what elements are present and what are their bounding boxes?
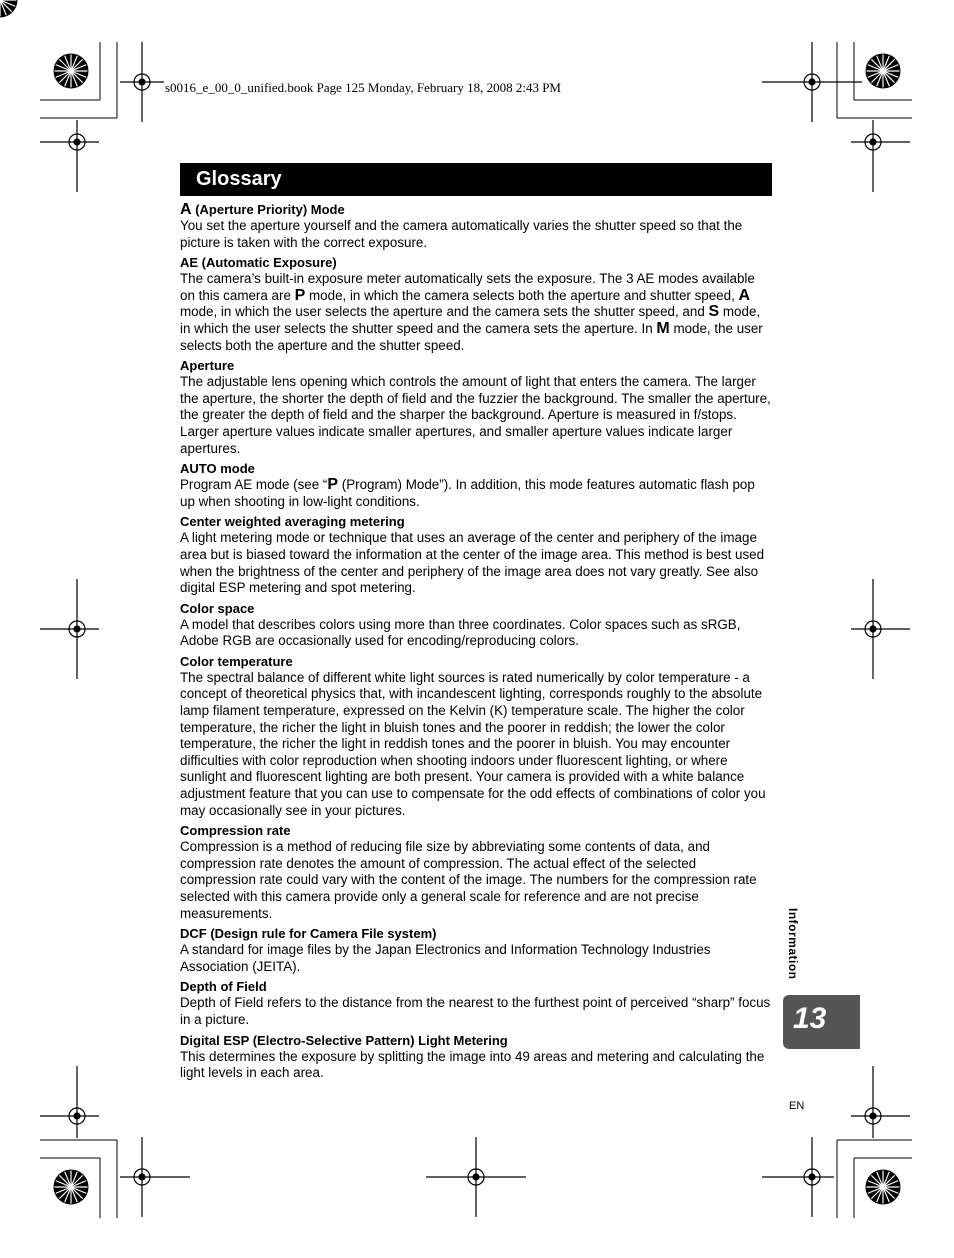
glossary-entry [180,1032,772,1082]
glossary-term-text: (Aperture Priority) Mode [195,202,345,217]
definition-text: mode, in which the user selects the shutter speed and the camera sets the aperture. In [180,304,761,336]
mode-symbol-icon: S [708,303,720,321]
definition-text: (Program) Mode”). In addition, this mode features automatic flash pop up when shooting in low-light conditions. [180,477,755,509]
definition-text: A light metering mode or technique that uses an average of the center and periphery of the image area but is biased toward the information at the center of the image area. This method is best used when the brightness of the center and periphery of the image area does not vary greatly. See also digital ESP metering and spot metering. [180,530,765,596]
glossary-term-text: Aperture [180,358,235,374]
mode-symbol-icon: P [327,476,339,494]
glossary-definition [180,271,772,354]
definition-text: mode, in which the camera selects both the aperture and shutter speed, [305,287,739,303]
glossary-term-text: DCF (Design rule for Camera File system) [180,926,437,942]
glossary-term [180,460,772,477]
glossary-entry [180,513,772,596]
glossary-definition [180,839,772,922]
glossary-term [180,822,772,839]
glossary-definition [180,942,772,975]
glossary-term-text: AE (Automatic Exposure) [180,255,337,271]
glossary-term-text: Color temperature [180,653,293,669]
definition-text: The adjustable lens opening which controls the amount of light that enters the camera. The larger the aperture, the shorter the depth of field and the fuzzier the background. The smaller the aperture, the greater the depth of field and the sharper the background. Aperture is measured in f/stops. Larger aperture values indicate smaller apertures, and smaller aperture values indicate larger apertures. [180,374,771,456]
glossary-definition [180,374,772,457]
glossary-definition [180,477,772,510]
glossary-term [180,513,772,530]
glossary-term [180,978,772,995]
definition-text: The camera’s built-in exposure meter automatically sets the exposure. The 3 AE modes available on this camera are [180,271,755,303]
glossary-definition [180,218,772,251]
glossary-term [180,600,772,617]
section-title: Glossary [196,168,282,190]
glossary-term [180,254,772,271]
glossary-definition [180,617,772,650]
glossary-definition [180,995,772,1028]
definition-text: Program AE mode (see “ [180,477,328,493]
glossary-entry [180,978,772,1028]
glossary-term [180,653,772,670]
mode-symbol-icon: M [656,319,670,337]
glossary-term-text: Center weighted averaging metering [180,514,405,530]
chapter-side-label: Information [786,908,800,980]
definition-text: The spectral balance of different white light sources is rated numerically by color temperature - a concept of theoretical physics that, with incandescent lighting, corresponds roughly to the absolute lamp filament temperature, expressed on the Kelvin (K) temperature scale. The higher the color temperature, the richer the light in bluish tones and the poorer in reddish; the lower the color temperature, the richer the light in reddish tones and the poorer in bluish. You may encounter difficulties with color reproduction when shooting indoors under fluorescent lighting, or where sunlight and fluorescent lighting are both present. Your camera is provided with a white balance adjustment feature that you can use to compensate for the odd effects of combinations of color you may occasionally see in your pictures. [180,669,766,818]
glossary-entries [180,201,772,1085]
glossary-entry [180,254,772,354]
definition-text: This determines the exposure by splitting the image into 49 areas and metering and calculating the light levels in each area. [180,1048,765,1081]
glossary-entry [180,357,772,457]
glossary-definition [180,530,772,596]
glossary-term-text: Color space [180,600,255,616]
definition-text: Compression is a method of reducing file size by abbreviating some contents of data, and compression rate denotes the amount of compression. The actual effect of the selected compression rate could vary with the content of the image. The numbers for the compression rate selected with this camera provide only a general scale for reference and are not precise measurements. [180,839,757,921]
glossary-term [180,201,772,218]
chapter-number: 13 [793,1002,827,1035]
mode-symbol-icon: A [738,286,751,304]
glossary-entry [180,653,772,819]
definition-text: mode, in which the user selects the aperture and the camera sets the shutter speed, and [180,304,709,320]
glossary-entry [180,600,772,650]
glossary-term [180,1032,772,1049]
definition-text: mode, the user selects both the aperture and the shutter speed. [180,320,763,353]
mode-symbol-icon: A [180,201,192,218]
glossary-definition [180,670,772,819]
definition-text: You set the aperture yourself and the camera automatically varies the shutter speed so that the picture is taken with the correct exposure. [180,218,743,250]
glossary-term-text: Depth of Field [180,979,267,995]
definition-text: A standard for image files by the Japan Electronics and Information Technology Industries Association (JEITA). [180,942,711,974]
glossary-entry [180,925,772,975]
glossary-term-text: Digital ESP (Electro-Selective Pattern) Light Metering [180,1032,508,1048]
glossary-term-text: AUTO mode [180,461,255,477]
section-banner [180,163,772,196]
language-code: EN [789,1100,805,1112]
definition-text: A model that describes colors using more than three coordinates. Color spaces such as sRGB, Adobe RGB are occasionally used for encoding/reproducing colors. [180,616,741,649]
glossary-term-text: Compression rate [180,823,291,839]
glossary-term [180,925,772,942]
glossary-entry [180,201,772,251]
glossary-term [180,357,772,374]
chapter-tab [783,995,860,1049]
glossary-entry [180,822,772,922]
book-slug-header: s0016_e_00_0_unified.book Page 125 Monday, February 18, 2008 2:43 PM [165,80,561,95]
glossary-definition [180,1049,772,1082]
definition-text: Depth of Field refers to the distance from the nearest to the furthest point of perceived “sharp” focus in a picture. [180,995,771,1027]
mode-symbol-icon: P [294,286,306,304]
glossary-entry [180,460,772,510]
